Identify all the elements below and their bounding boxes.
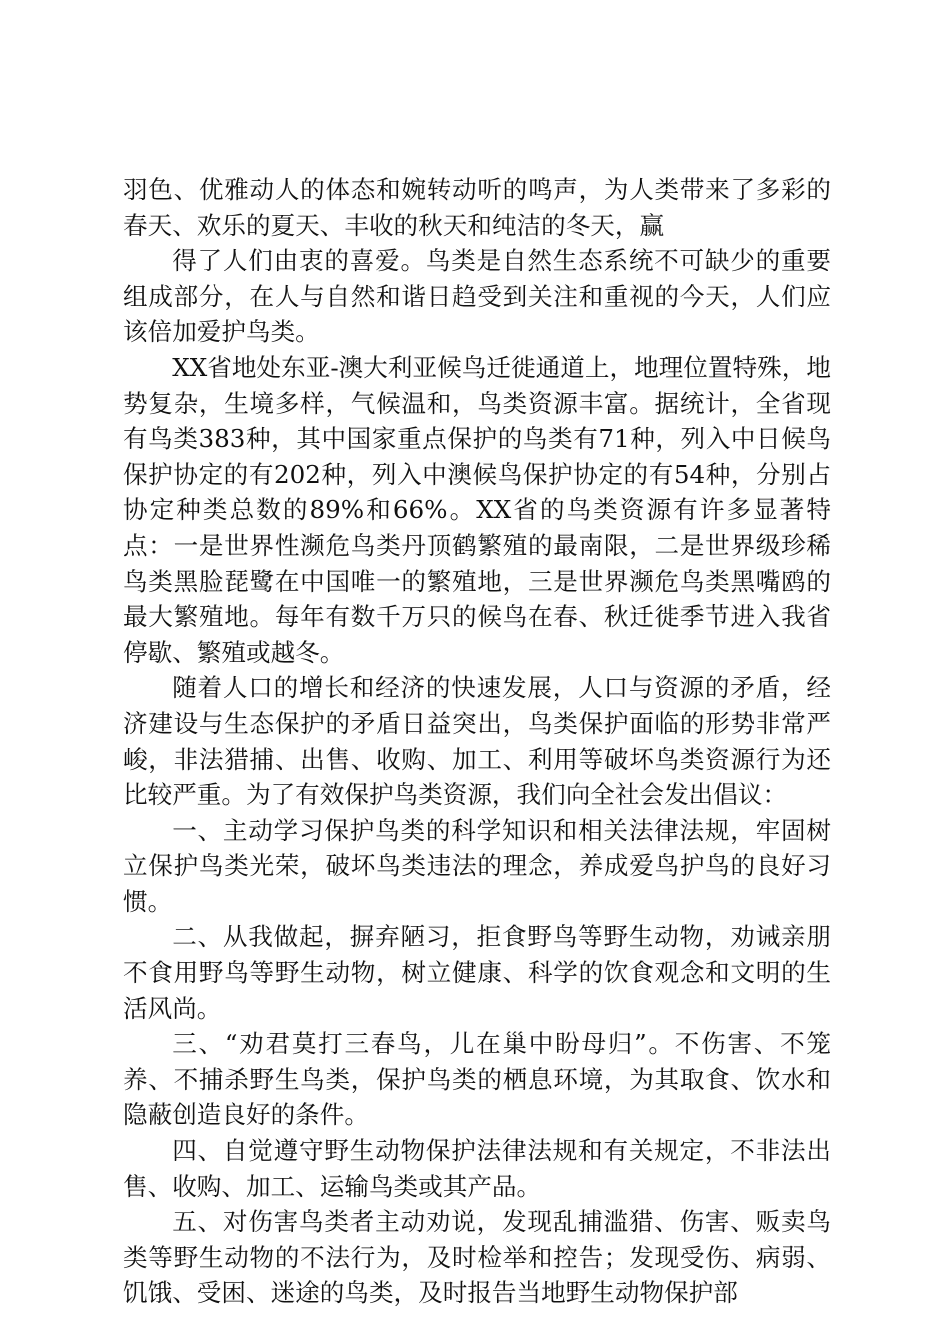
document-body [123,172,831,1311]
paragraph-2: 得了人们由衷的喜爱。鸟类是自然生态系统不可缺少的重要组成部分，在人与自然和谐日趋受到关注和重视的今天，人们应该倍加爱护鸟类。 [123,246,831,347]
paragraph-8: 四、自觉遵守野生动物保护法律法规和有关规定，不非法出售、收购、加工、运输鸟类或其产品。 [123,1136,831,1201]
paragraph-6: 二、从我做起，摒弃陋习，拒食野鸟等野生动物，劝诫亲朋不食用野鸟等野生动物，树立健康、科学的饮食观念和文明的生活风尚。 [123,922,831,1023]
paragraph-9: 五、对伤害鸟类者主动劝说，发现乱捕滥猎、伤害、贩卖鸟类等野生动物的不法行为，及时检举和控告；发现受伤、病弱、饥饿、受困、迷途的鸟类，及时报告当地野生动物保护部 [123,1207,831,1308]
paragraph-7: 三、“劝君莫打三春鸟，儿在巢中盼母归”。不伤害、不笼养、不捕杀野生鸟类，保护鸟类的栖息环境，为其取食、饮水和隐蔽创造良好的条件。 [123,1029,831,1130]
paragraph-5: 一、主动学习保护鸟类的科学知识和相关法律法规，牢固树立保护鸟类光荣，破坏鸟类违法的理念，养成爱鸟护鸟的良好习惯。 [123,815,831,916]
paragraph-1: 羽色、优雅动人的体态和婉转动听的鸣声，为人类带来了多彩的春天、欢乐的夏天、丰收的秋天和纯洁的冬天，赢 [123,175,831,240]
paragraph-4: 随着人口的增长和经济的快速发展，人口与资源的矛盾，经济建设与生态保护的矛盾日益突出，鸟类保护面临的形势非常严峻，非法猎捕、出售、收购、加工、利用等破坏鸟类资源行为还比较严重。为了有效保护鸟类资源，我们向全社会发出倡议： [123,673,831,810]
paragraph-3: XX省地处东亚-澳大利亚候鸟迁徙通道上，地理位置特殊，地势复杂，生境多样，气候温和，鸟类资源丰富。据统计，全省现有鸟类383种，其中国家重点保护的鸟类有71种，列入中日候鸟保护协定的有202种，列入中澳候鸟保护协定的有54种，分别占协定种类总数的89%和66%。XX省的鸟类资源有许多显著特点：一是世界性濒危鸟类丹顶鹤繁殖的最南限，二是世界级珍稀鸟类黑脸琵鹭在中国唯一的繁殖地，三是世界濒危鸟类黑嘴鸥的最大繁殖地。每年有数千万只的候鸟在春、秋迁徙季节进入我省停歇、繁殖或越冬。 [123,352,831,667]
